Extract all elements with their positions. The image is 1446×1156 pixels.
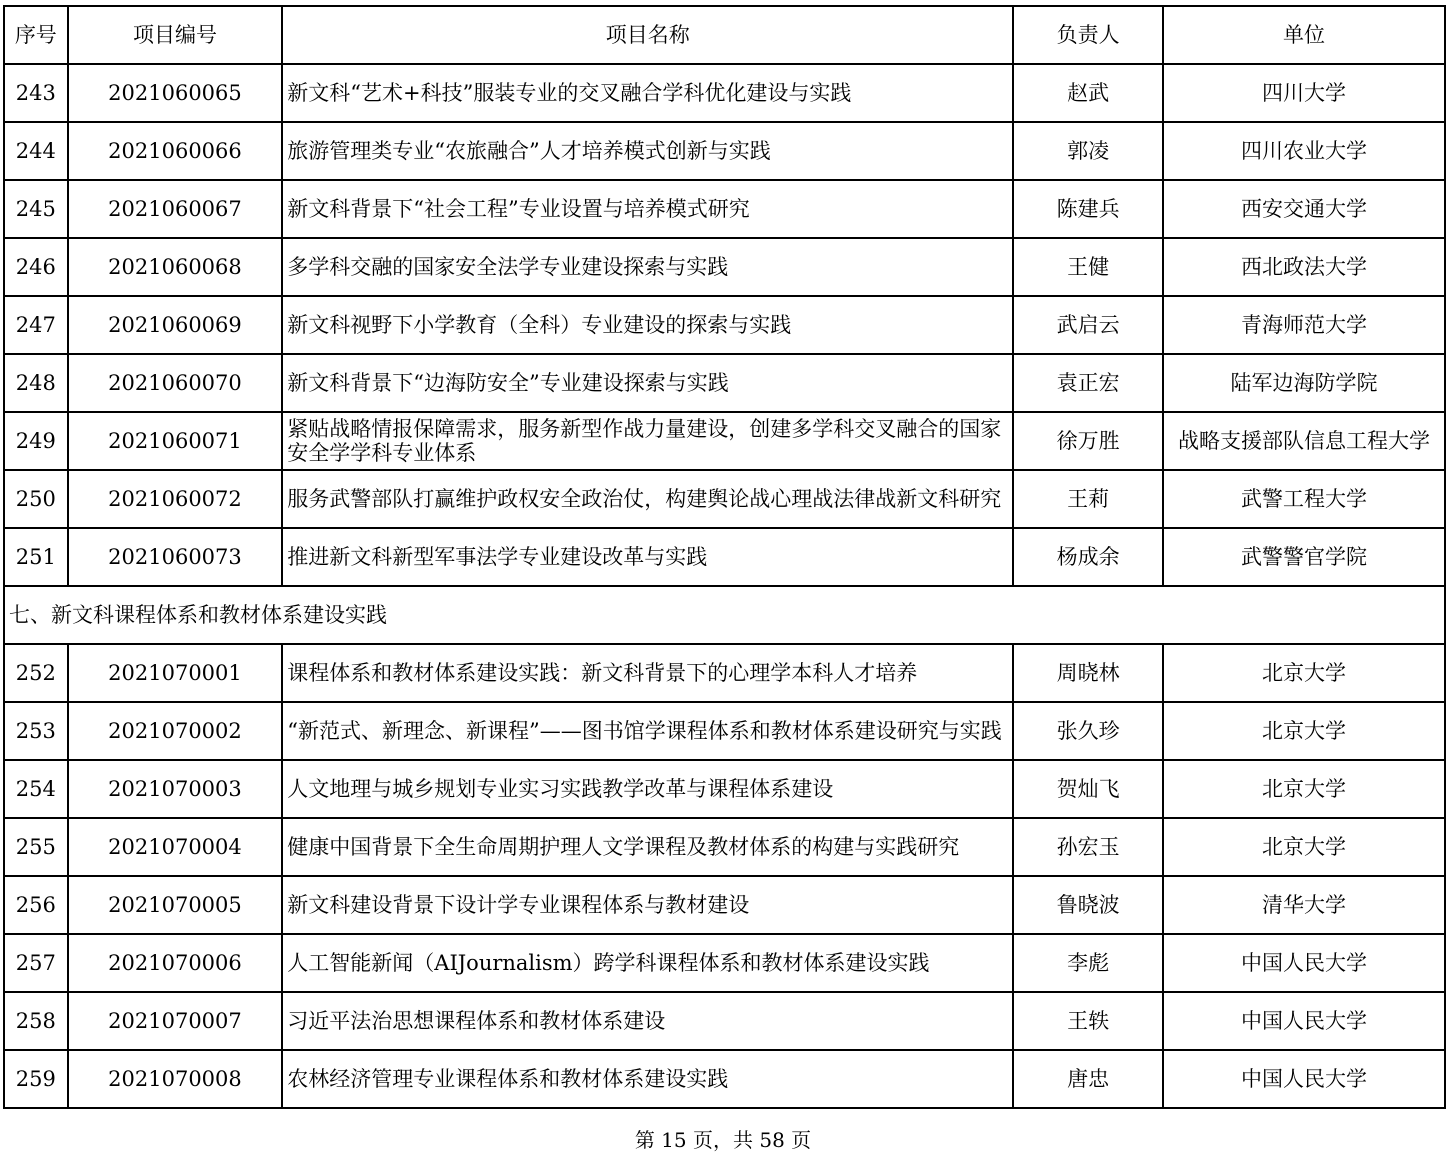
cell-code: 2021060069 <box>68 296 283 354</box>
cell-code: 2021070003 <box>68 760 283 818</box>
cell-name: 紧贴战略情报保障需求，服务新型作战力量建设，创建多学科交叉融合的国家安全学学科专业体系 <box>282 412 1013 470</box>
cell-seq: 246 <box>4 238 68 296</box>
cell-code: 2021060065 <box>68 64 283 122</box>
table-row <box>4 992 1445 1050</box>
table-row <box>4 1050 1445 1108</box>
cell-unit: 北京大学 <box>1163 760 1445 818</box>
section-title: 七、新文科课程体系和教材体系建设实践 <box>4 586 1445 644</box>
cell-unit: 西安交通大学 <box>1163 180 1445 238</box>
table-row <box>4 64 1445 122</box>
cell-seq: 251 <box>4 528 68 586</box>
cell-name: 多学科交融的国家安全法学专业建设探索与实践 <box>282 238 1013 296</box>
cell-code: 2021070005 <box>68 876 283 934</box>
cell-seq: 245 <box>4 180 68 238</box>
cell-unit: 中国人民大学 <box>1163 934 1445 992</box>
cell-code: 2021070001 <box>68 644 283 702</box>
cell-name: 新文科背景下“社会工程”专业设置与培养模式研究 <box>282 180 1013 238</box>
cell-name: 习近平法治思想课程体系和教材体系建设 <box>282 992 1013 1050</box>
cell-seq: 247 <box>4 296 68 354</box>
cell-name: 新文科背景下“边海防安全”专业建设探索与实践 <box>282 354 1013 412</box>
cell-code: 2021060066 <box>68 122 283 180</box>
cell-lead: 孙宏玉 <box>1013 818 1163 876</box>
cell-unit: 武警警官学院 <box>1163 528 1445 586</box>
header-name: 项目名称 <box>282 6 1013 64</box>
cell-unit: 北京大学 <box>1163 818 1445 876</box>
section-header <box>4 586 1445 644</box>
cell-lead: 王健 <box>1013 238 1163 296</box>
cell-lead: 袁正宏 <box>1013 354 1163 412</box>
cell-name: 服务武警部队打赢维护政权安全政治仗，构建舆论战心理战法律战新文科研究 <box>282 470 1013 528</box>
cell-code: 2021060071 <box>68 412 283 470</box>
cell-lead: 郭凌 <box>1013 122 1163 180</box>
cell-unit: 中国人民大学 <box>1163 992 1445 1050</box>
cell-seq: 252 <box>4 644 68 702</box>
cell-code: 2021070008 <box>68 1050 283 1108</box>
cell-seq: 243 <box>4 64 68 122</box>
table-row <box>4 238 1445 296</box>
cell-lead: 贺灿飞 <box>1013 760 1163 818</box>
header-seq: 序号 <box>4 6 68 64</box>
cell-code: 2021060070 <box>68 354 283 412</box>
header-unit: 单位 <box>1163 6 1445 64</box>
cell-seq: 248 <box>4 354 68 412</box>
cell-unit: 北京大学 <box>1163 702 1445 760</box>
cell-seq: 257 <box>4 934 68 992</box>
table-row <box>4 296 1445 354</box>
cell-lead: 赵武 <box>1013 64 1163 122</box>
cell-unit: 陆军边海防学院 <box>1163 354 1445 412</box>
cell-lead: 张久珍 <box>1013 702 1163 760</box>
cell-name: 课程体系和教材体系建设实践：新文科背景下的心理学本科人才培养 <box>282 644 1013 702</box>
table-row <box>4 528 1445 586</box>
cell-lead: 武启云 <box>1013 296 1163 354</box>
project-table <box>3 5 1446 1109</box>
cell-name: 健康中国背景下全生命周期护理人文学课程及教材体系的构建与实践研究 <box>282 818 1013 876</box>
cell-lead: 李彪 <box>1013 934 1163 992</box>
cell-code: 2021070006 <box>68 934 283 992</box>
header-code: 项目编号 <box>68 6 283 64</box>
header-lead: 负责人 <box>1013 6 1163 64</box>
cell-lead: 陈建兵 <box>1013 180 1163 238</box>
cell-seq: 244 <box>4 122 68 180</box>
cell-seq: 254 <box>4 760 68 818</box>
cell-name: 旅游管理类专业“农旅融合”人才培养模式创新与实践 <box>282 122 1013 180</box>
table-row <box>4 702 1445 760</box>
cell-seq: 258 <box>4 992 68 1050</box>
header-row <box>4 6 1445 64</box>
table-row <box>4 934 1445 992</box>
cell-code: 2021060067 <box>68 180 283 238</box>
cell-unit: 青海师范大学 <box>1163 296 1445 354</box>
cell-lead: 唐忠 <box>1013 1050 1163 1108</box>
cell-code: 2021060073 <box>68 528 283 586</box>
cell-code: 2021070002 <box>68 702 283 760</box>
table-row <box>4 412 1445 470</box>
section-row <box>4 586 1445 644</box>
cell-lead: 王轶 <box>1013 992 1163 1050</box>
cell-unit: 清华大学 <box>1163 876 1445 934</box>
table-row <box>4 470 1445 528</box>
cell-unit: 西北政法大学 <box>1163 238 1445 296</box>
table-row <box>4 122 1445 180</box>
cell-seq: 249 <box>4 412 68 470</box>
cell-seq: 250 <box>4 470 68 528</box>
cell-lead: 周晓林 <box>1013 644 1163 702</box>
cell-lead: 王莉 <box>1013 470 1163 528</box>
cell-seq: 253 <box>4 702 68 760</box>
cell-name: 人工智能新闻（AIJournalism）跨学科课程体系和教材体系建设实践 <box>282 934 1013 992</box>
page-number: 第 15 页，共 58 页 <box>634 1128 812 1152</box>
cell-seq: 256 <box>4 876 68 934</box>
table-body-section-7 <box>4 644 1445 1108</box>
cell-unit: 武警工程大学 <box>1163 470 1445 528</box>
cell-unit: 战略支援部队信息工程大学 <box>1163 412 1445 470</box>
table-body-section-6 <box>4 64 1445 586</box>
table-row <box>4 354 1445 412</box>
cell-code: 2021070007 <box>68 992 283 1050</box>
cell-name: 新文科视野下小学教育（全科）专业建设的探索与实践 <box>282 296 1013 354</box>
cell-code: 2021060072 <box>68 470 283 528</box>
cell-name: 新文科“艺术+科技”服装专业的交叉融合学科优化建设与实践 <box>282 64 1013 122</box>
cell-unit: 中国人民大学 <box>1163 1050 1445 1108</box>
cell-name: 新文科建设背景下设计学专业课程体系与教材建设 <box>282 876 1013 934</box>
cell-unit: 四川大学 <box>1163 64 1445 122</box>
table-row <box>4 818 1445 876</box>
table-row <box>4 180 1445 238</box>
cell-seq: 255 <box>4 818 68 876</box>
cell-lead: 徐万胜 <box>1013 412 1163 470</box>
cell-name: “新范式、新理念、新课程”——图书馆学课程体系和教材体系建设研究与实践 <box>282 702 1013 760</box>
table-row <box>4 644 1445 702</box>
cell-code: 2021070004 <box>68 818 283 876</box>
cell-unit: 北京大学 <box>1163 644 1445 702</box>
cell-lead: 杨成余 <box>1013 528 1163 586</box>
table-row <box>4 876 1445 934</box>
cell-name: 推进新文科新型军事法学专业建设改革与实践 <box>282 528 1013 586</box>
cell-seq: 259 <box>4 1050 68 1108</box>
cell-code: 2021060068 <box>68 238 283 296</box>
cell-unit: 四川农业大学 <box>1163 122 1445 180</box>
cell-lead: 鲁晓波 <box>1013 876 1163 934</box>
cell-name: 人文地理与城乡规划专业实习实践教学改革与课程体系建设 <box>282 760 1013 818</box>
cell-name: 农林经济管理专业课程体系和教材体系建设实践 <box>282 1050 1013 1108</box>
table-row <box>4 760 1445 818</box>
